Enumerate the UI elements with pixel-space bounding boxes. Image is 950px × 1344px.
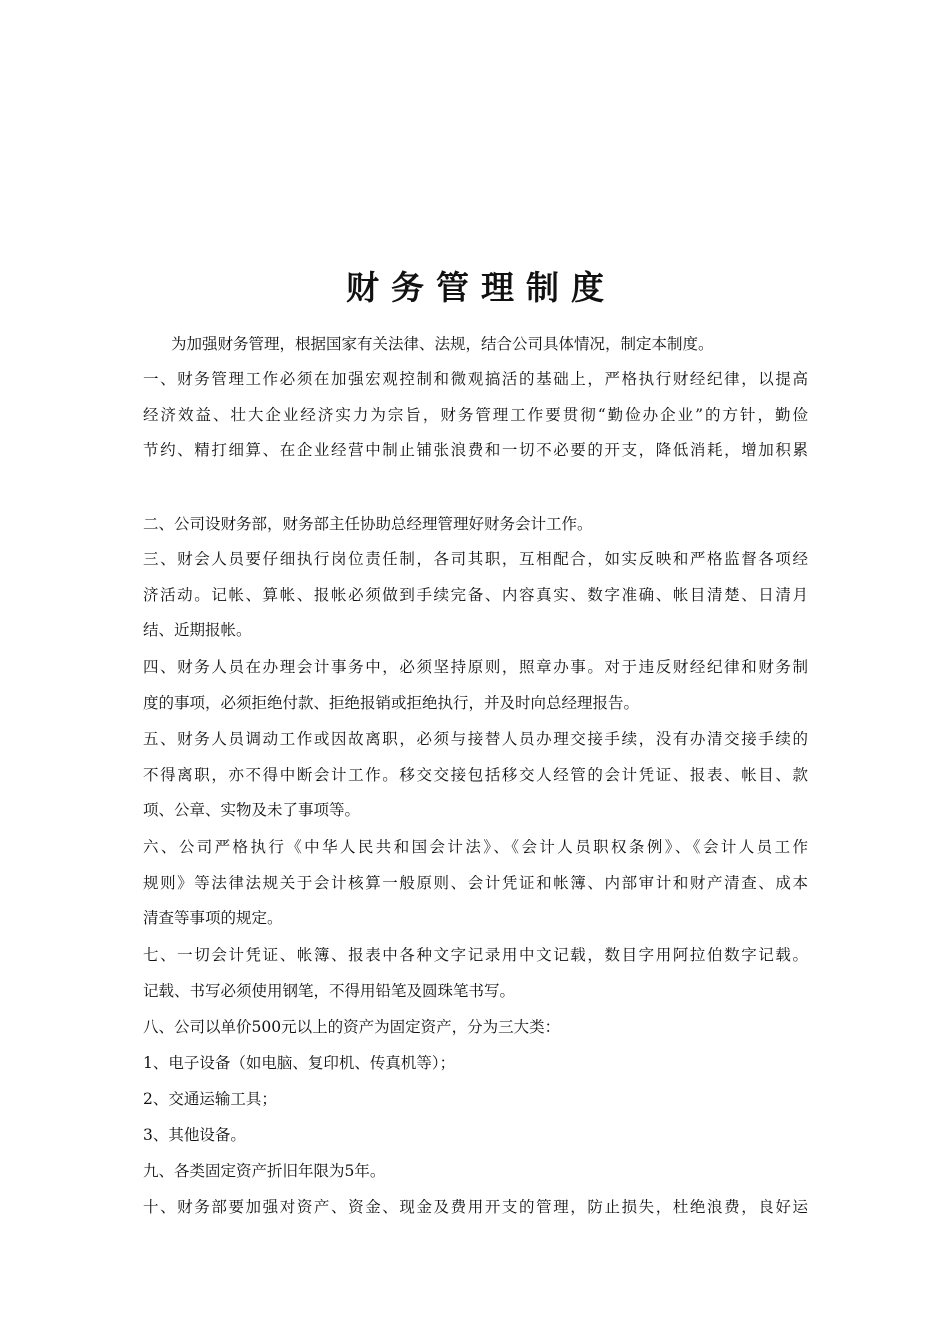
- clause-6: [143, 830, 808, 937]
- paragraph-line: 记载、书写必须使用钢笔，不得用铅笔及圆珠笔书写。: [143, 981, 516, 1000]
- paragraph-line: 节约、精打细算、在企业经营中制止铺张浪费和一切不必要的开支，降低消耗，增加积累: [143, 441, 808, 459]
- paragraph-line: 八、公司以单价500元以上的资产为固定资产，分为三大类：: [143, 1018, 561, 1036]
- asset-category-3: [143, 1118, 808, 1154]
- document-title: 财务管理制度: [346, 268, 616, 307]
- clause-3: [143, 542, 808, 649]
- intro-paragraph: [143, 327, 808, 363]
- paragraph-line: 经济效益、壮大企业经济实力为宗旨，财务管理工作要贯彻“勤俭办企业”的方针，勤俭: [143, 405, 808, 424]
- paragraph-line: 为加强财务管理，根据国家有关法律、法规，结合公司具体情况，制定本制度。: [171, 335, 714, 353]
- paragraph-line: 不得离职，亦不得中断会计工作。移交交接包括移交人经管的会计凭证、报表、帐目、款: [143, 765, 808, 784]
- paragraph-line: 清查等事项的规定。: [143, 909, 283, 927]
- paragraph-line: 二、公司设财务部，财务部主任协助总经理管理好财务会计工作。: [143, 515, 593, 533]
- paragraph-line: 六、公司严格执行《中华人民共和国会计法》、《会计人员职权条例》、《会计人员工作: [143, 838, 808, 856]
- paragraph-line: 度的事项，必须拒绝付款、拒绝报销或拒绝执行，并及时向总经理报告。: [143, 693, 640, 712]
- paragraph-line: 济活动。记帐、算帐、报帐必须做到手续完备、内容真实、数字准确、帐目清楚、日清月: [143, 585, 808, 604]
- clause-1: [143, 362, 808, 469]
- clause-7: [143, 938, 808, 1009]
- paragraph-line: 四、财务人员在办理会计事务中，必须坚持原则，照章办事。对于违反财经纪律和财务制: [143, 658, 808, 676]
- paragraph-line: 1、电子设备（如电脑、复印机、传真机等）；: [143, 1054, 456, 1072]
- clause-10: [143, 1190, 808, 1226]
- clause-9: [143, 1154, 808, 1190]
- asset-category-2: [143, 1082, 808, 1118]
- paragraph-line: 3、其他设备。: [143, 1126, 246, 1144]
- paragraph-line: 2、交通运输工具；: [143, 1090, 277, 1108]
- asset-category-1: [143, 1046, 808, 1082]
- paragraph-line: 七、一切会计凭证、帐簿、报表中各种文字记录用中文记载，数目字用阿拉伯数字记载。: [143, 946, 808, 964]
- clause-2: [143, 507, 808, 543]
- paragraph-line: 一、财务管理工作必须在加强宏观控制和微观搞活的基础上，严格执行财经纪律，以提高: [143, 370, 808, 388]
- paragraph-line: 结、近期报帐。: [143, 621, 252, 639]
- paragraph-line: 九、各类固定资产折旧年限为5年。: [143, 1162, 386, 1180]
- clause-4: [143, 650, 808, 721]
- paragraph-line: 十、财务部要加强对资产、资金、现金及费用开支的管理，防止损失，杜绝浪费，良好运: [143, 1198, 808, 1216]
- paragraph-line: 项、公章、实物及未了事项等。: [143, 801, 361, 819]
- paragraph-line: 三、财会人员要仔细执行岗位责任制，各司其职，互相配合，如实反映和严格监督各项经: [143, 550, 808, 568]
- paragraph-line: 五、财务人员调动工作或因故离职，必须与接替人员办理交接手续，没有办清交接手续的: [143, 730, 808, 748]
- paragraph-line: 规则》等法律法规关于会计核算一般原则、会计凭证和帐簿、内部审计和财产清查、成本: [143, 873, 808, 892]
- clause-8: [143, 1010, 808, 1046]
- clause-5: [143, 722, 808, 829]
